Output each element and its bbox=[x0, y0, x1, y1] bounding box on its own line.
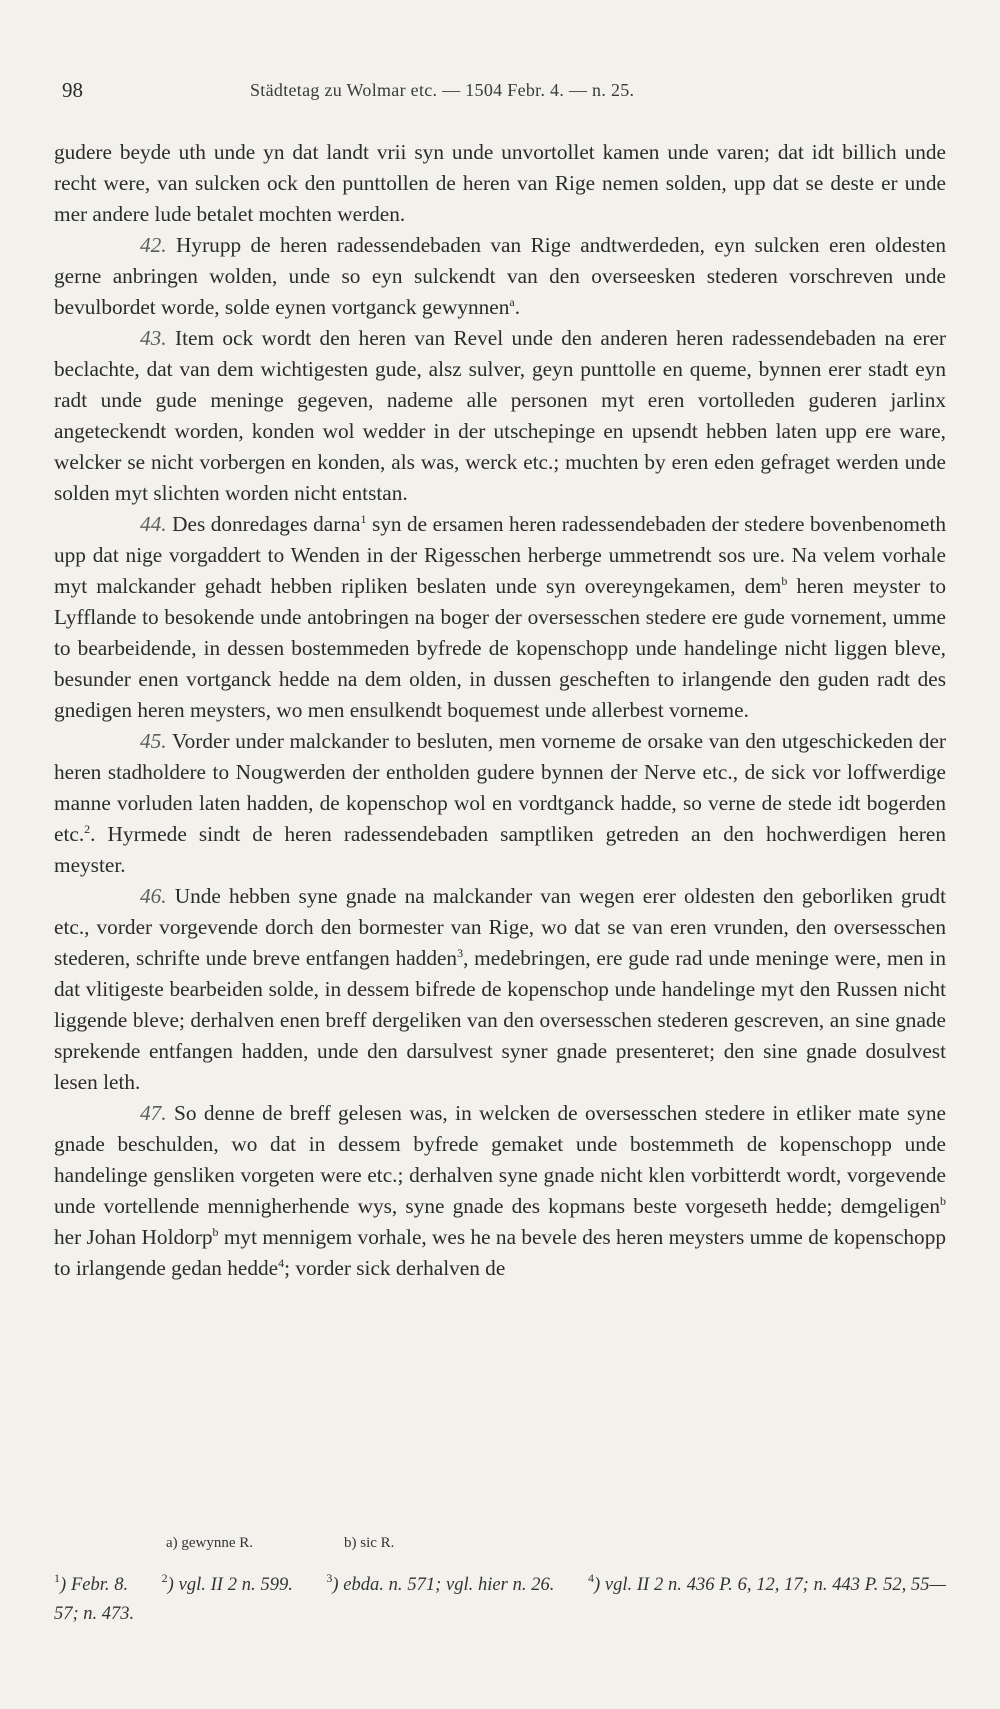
critical-note: a) gewynne R. bbox=[166, 1535, 254, 1551]
page-number: 98 bbox=[62, 78, 83, 102]
footnote-marker: 4 bbox=[278, 1256, 285, 1270]
paragraph-number: 43. bbox=[140, 326, 167, 350]
footnote-marker: 3 bbox=[457, 946, 464, 960]
body-text bbox=[54, 137, 946, 1284]
footnote-number: 4 bbox=[587, 1571, 594, 1585]
footnotes bbox=[54, 1535, 946, 1629]
paragraph-42 bbox=[54, 230, 946, 323]
footnote-marker: 1 bbox=[360, 512, 367, 526]
paragraph-text: heren meyster to Lyfflande to besokende unde antobringen na boger der oversesschen stedere ere gude vornement, umme to bearbeidende, in dessen bostemmeden byfrede de kopenschopp unde handelinge nicht liggen bleve, besunder enen vortganck hedde na dem olden, in dussen gescheften to irlangende den guden radt des gnedigen heren meysters, wo men ensulkendt boquemest unde allerbest vorneme. bbox=[54, 574, 946, 722]
page-header bbox=[54, 78, 946, 108]
paragraph-number: 44. bbox=[140, 512, 167, 536]
paragraph-number: 45. bbox=[140, 729, 167, 753]
paragraph-46 bbox=[54, 881, 946, 1098]
running-head: Städtetag zu Wolmar etc. — 1504 Febr. 4. — n. 25. bbox=[250, 80, 635, 100]
reference-note: ) Febr. 8. bbox=[60, 1575, 129, 1595]
footnote-number: 2 bbox=[161, 1571, 168, 1585]
footnote-marker: b bbox=[940, 1194, 946, 1208]
reference-note: ) ebda. n. 571; vgl. hier n. 26. bbox=[332, 1575, 555, 1595]
paragraph-text: . Hyrmede sindt de heren radessendebaden samptliken getreden an den hochwerdigen heren meyster. bbox=[54, 822, 946, 877]
paragraph-number: 47. bbox=[140, 1101, 167, 1125]
paragraph-text: syn de ersamen heren radessendebaden der stedere bovenbenometh upp dat nige vorgaddert to Wenden in der Rigesschen herberge ummetrendt sos ure. Na velem vorhale myt malckander gehadt hebben ripliken beslaten unde syn overeyngekamen, dem bbox=[54, 512, 947, 598]
paragraph-44 bbox=[54, 509, 946, 726]
paragraph-text: , medebringen, ere gude rad unde meninge were, men in dat vlitigeste bearbeiden solde, in dessem bifrede de kopenschop unde handelinge myt den Russen nicht liggende bleve; derhalven enen breff dergeliken van den oversesschen stederen gescreven, an sine gnade sprekende entfangen hadden, unde den darsulvest syner gnade presenteret; den sine gnade dosulvest lesen leth. bbox=[54, 946, 946, 1094]
footnote-number: 3 bbox=[326, 1571, 333, 1585]
paragraph-text: So denne de breff gelesen was, in welcken de oversesschen stedere in etliker mate syne gnade beschulden, wo dat in dessem byfrede gemaket unde bostemmeth de kopenschopp unde handelinge gensliken vorgeten were etc.; derhalven syne gnade nicht klen vorbitterdt wordt, vorgevende unde vortellende mennigherhende wys, syne gnade des kopmans beste vorgeseth hedde; demgeligen bbox=[54, 1101, 946, 1218]
paragraph-text: ; vorder sick derhalven de bbox=[284, 1256, 506, 1280]
paragraph-text: Item ock wordt den heren van Revel unde den anderen heren radessendebaden na erer beclachte, dat van dem wichtigesten gude, alsz sulver, geyn punttolle en queme, bynnen erer stadt eyn radt unde gude meninge gegeven, nademe alle personen myt eren vortolleden guderen jarlinx angeteckendt worden, konden wol wedder in der utschepinge en upsendt hebben laten upp ere ware, welcker se nicht vorbergen en konden, als was, werck etc.; muchten by eren eden gefraget werden unde solden myt slichten worden nicht entstan. bbox=[54, 326, 946, 505]
reference-notes bbox=[54, 1571, 946, 1629]
footnote-number: 1 bbox=[54, 1571, 60, 1585]
paragraph-number: 42. bbox=[140, 233, 167, 257]
paragraph-text: Vorder under malckander to besluten, men vorneme de orsake van den utgeschickeden der heren stadholdere to Nougwerden der entholden gudere bynnen der Nerve etc., de sick vor loffwerdige manne vorluden laten hadden, de kopenschop wol en vordtganck hadde, so verne de stede idt bogerden etc. bbox=[54, 729, 946, 846]
footnote-marker: 2 bbox=[84, 822, 91, 836]
paragraph-intro-text: gudere beyde uth unde yn dat landt vrii syn unde unvortollet kamen unde varen; dat idt billich unde recht were, van sulcken ock den punttollen de heren van Rige nemen solden, upp dat se deste er unde mer andere lude betalet mochten werden. bbox=[54, 140, 946, 226]
footnote-marker: a bbox=[509, 295, 515, 309]
paragraph-number: 46. bbox=[140, 884, 167, 908]
paragraph-text: Unde hebben syne gnade na malckander van wegen erer oldesten den geborliken grudt etc., vorder vorgevende dorch den bormester van Rige, wo dat se van eren vrunden, den oversesschen stederen, schrifte unde breve entfangen hadden bbox=[54, 884, 947, 970]
paragraph-43 bbox=[54, 323, 946, 509]
paragraph-end: . bbox=[514, 295, 521, 319]
paragraph-intro bbox=[54, 137, 946, 230]
paragraph-text: Des donredages darna bbox=[172, 512, 361, 536]
reference-note: ) vgl. II 2 n. 436 P. 6, 12, 17; n. 443 P. 52, 55—57; n. 473. bbox=[54, 1575, 946, 1624]
reference-note: ) vgl. II 2 n. 599. bbox=[167, 1575, 293, 1595]
footnote-marker: b bbox=[781, 574, 788, 588]
critical-note: b) sic R. bbox=[344, 1535, 395, 1551]
paragraph-text: Hyrupp de heren radessendebaden van Rige andtwerdeden, eyn sulcken eren oldesten gerne anbringen wolden, unde so eyn sulckendt van den overseesken stederen vorschreven unde bevulbordet worde, solde eynen vortganck gewynnen bbox=[54, 233, 947, 319]
paragraph-text: myt mennigem vorhale, wes he na bevele des heren meysters umme de kopenschopp to irlangende gedan hedde bbox=[54, 1225, 947, 1280]
paragraph-45 bbox=[54, 726, 946, 881]
paragraph-47 bbox=[54, 1098, 946, 1284]
footnote-marker: b bbox=[212, 1225, 219, 1239]
paragraph-text: her Johan Holdorp bbox=[54, 1225, 213, 1249]
critical-apparatus bbox=[54, 1535, 946, 1559]
